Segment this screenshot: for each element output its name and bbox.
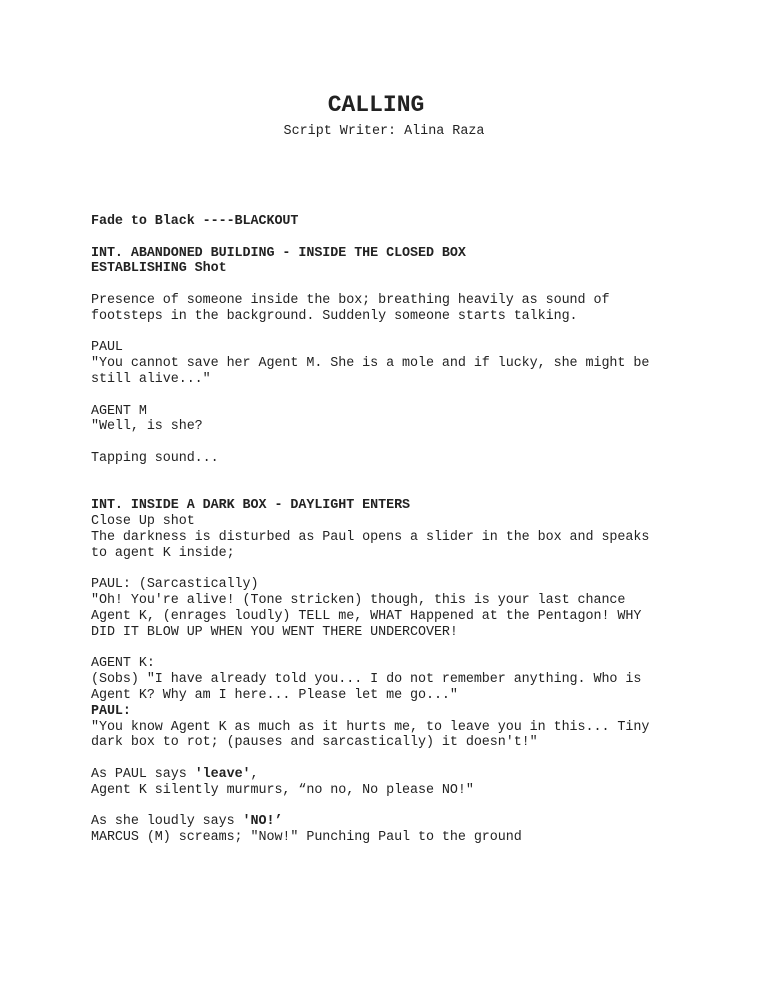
shot-direction: ESTABLISHING Shot xyxy=(91,261,227,277)
dialogue-line: DID IT BLOW UP WHEN YOU WENT THERE UNDERCOVER! xyxy=(91,624,458,640)
action-text: As PAUL says xyxy=(91,766,195,782)
action-text: , xyxy=(250,766,259,782)
emphasis-text: 'NO!’ xyxy=(242,814,283,830)
character-name: AGENT K: xyxy=(91,656,155,672)
dialogue-line: "You cannot save her Agent M. She is a mole and if lucky, she might be xyxy=(91,356,650,372)
action-line: Agent K silently murmurs, “no no, No please NO!" xyxy=(91,782,474,798)
action-text: As she loudly says xyxy=(91,814,243,830)
dialogue-line: Agent K, (enrages loudly) TELL me, WHAT Happened at the Pentagon! WHY xyxy=(91,608,642,624)
dialogue-line: "Well, is she? xyxy=(91,419,203,435)
transition-line: Fade to Black ----BLACKOUT xyxy=(91,214,299,229)
dialogue-line: "You know Agent K as much as it hurts me, to leave you in this... Tiny xyxy=(91,719,650,735)
script-body xyxy=(91,214,761,846)
script-title: CALLING xyxy=(327,92,425,118)
scene-heading: INT. ABANDONED BUILDING - INSIDE THE CLOSED BOX xyxy=(91,245,466,261)
emphasis-text: 'leave' xyxy=(194,766,251,782)
character-name: PAUL: (Sarcastically) xyxy=(91,577,259,593)
character-name: AGENT M xyxy=(91,403,147,419)
shot-direction: Close Up shot xyxy=(91,514,195,530)
action-line: The darkness is disturbed as Paul opens a slider in the box and speaks xyxy=(91,529,650,545)
scene-heading: INT. INSIDE A DARK BOX - DAYLIGHT ENTERS xyxy=(91,498,411,514)
action-line: footsteps in the background. Suddenly someone starts talking. xyxy=(91,308,578,324)
dialogue-line: Agent K? Why am I here... Please let me go..." xyxy=(91,687,458,703)
character-name: PAUL: xyxy=(91,703,131,719)
action-line: to agent K inside; xyxy=(91,545,235,561)
character-name: PAUL xyxy=(91,340,123,356)
action-line: MARCUS (M) screams; "Now!" Punching Paul to the ground xyxy=(91,830,522,846)
action-line: Presence of someone inside the box; breathing heavily as sound of xyxy=(91,292,610,308)
dialogue-line: still alive..." xyxy=(91,371,211,387)
action-line xyxy=(91,814,761,830)
dialogue-line: (Sobs) "I have already told you... I do not remember anything. Who is xyxy=(91,672,642,688)
dialogue-line: dark box to rot; (pauses and sarcastically) it doesn't!" xyxy=(91,735,538,751)
action-line xyxy=(91,767,761,783)
action-line: Tapping sound... xyxy=(91,450,219,466)
script-writer-credit: Script Writer: Alina Raza xyxy=(283,124,485,139)
dialogue-line: "Oh! You're alive! (Tone stricken) though, this is your last chance xyxy=(91,593,626,609)
